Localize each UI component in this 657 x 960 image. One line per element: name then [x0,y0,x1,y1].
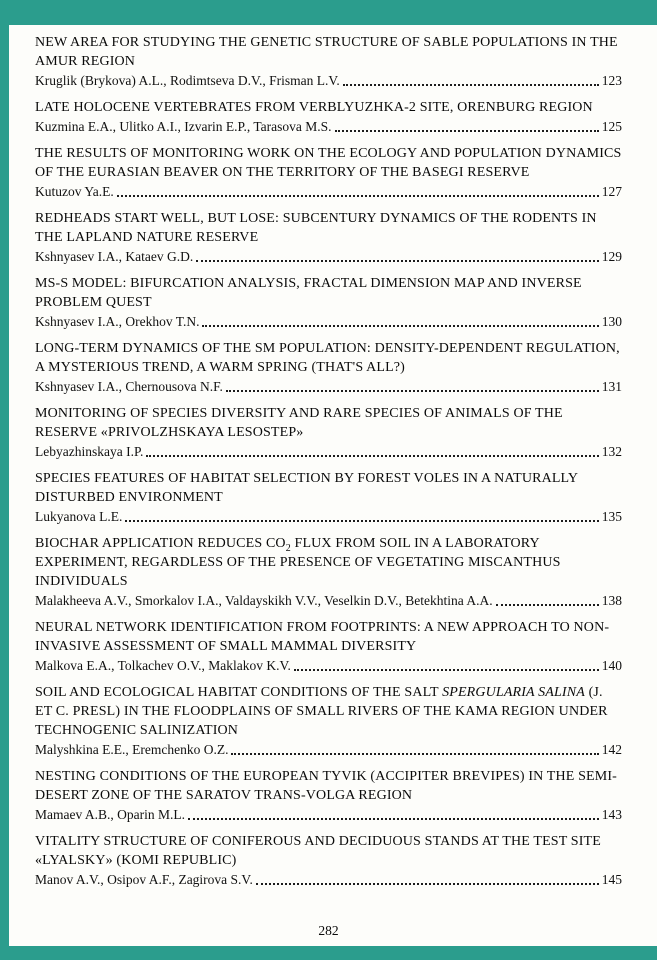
entry-author-row [35,591,622,610]
entry-page-number: 143 [601,807,622,822]
document-page [9,25,657,946]
entry-title: THE RESULTS OF MONITORING WORK ON THE ECOLOGY AND POPULATION DYNAMICS OF THE EURASIAN BEAVER ON THE TERRITORY OF THE BASEGI RESERVE [35,146,622,180]
toc-entry [35,274,622,331]
toc-entry [35,209,622,266]
entry-title: MONITORING OF SPECIES DIVERSITY AND RARE SPECIES OF ANIMALS OF THE RESERVE «PRIVOLZHSKAYA LESOSTEP» [35,406,563,440]
entry-author-row [35,247,622,266]
dotted-leader [231,753,598,755]
entry-page-number: 140 [601,658,622,673]
toc-entry [35,33,622,90]
entry-author-row [35,117,622,136]
entry-authors: Lebyazhinskaya I.P. [35,444,144,459]
entry-page-number: 127 [601,184,622,199]
toc-entry [35,339,622,396]
toc-list [35,33,622,897]
toc-entry [35,469,622,526]
entry-page-number: 132 [601,444,622,459]
dotted-leader [226,390,599,392]
entry-authors: Kutuzov Ya.E. [35,184,114,199]
dotted-leader [335,130,599,132]
entry-title: LATE HOLOCENE VERTEBRATES FROM VERBLYUZHKA-2 SITE, ORENBURG REGION [35,100,593,115]
entry-author-row [35,507,622,526]
dotted-leader [294,669,599,671]
entry-author-row [35,182,622,201]
entry-authors: Manov A.V., Osipov A.F., Zagirova S.V. [35,872,253,887]
entry-page-number: 125 [601,119,622,134]
entry-page-number: 123 [601,73,622,88]
entry-authors: Kshnyasev I.A., Chernousova N.F. [35,379,223,394]
entry-page-number: 130 [601,314,622,329]
entry-authors: Kuzmina E.A., Ulitko A.I., Izvarin E.P., Tarasova M.S. [35,119,332,134]
entry-author-row [35,870,622,889]
entry-page-number: 145 [601,872,622,887]
entry-page-number: 135 [601,509,622,524]
entry-author-row [35,377,622,396]
entry-page-number: 138 [601,593,622,608]
entry-author-row [35,740,622,759]
dotted-leader [125,520,598,522]
dotted-leader [188,818,599,820]
entry-page-number: 129 [601,249,622,264]
page-number-footer: 282 [318,923,339,938]
entry-authors: Mamaev A.B., Oparin M.L. [35,807,185,822]
entry-authors: Kshnyasev I.A., Orekhov T.N. [35,314,200,329]
entry-author-row [35,656,622,675]
dotted-leader [256,883,599,885]
dotted-leader [117,195,599,197]
dotted-leader [146,455,598,457]
toc-entry [35,534,622,610]
entry-title: LONG-TERM DYNAMICS OF THE SM POPULATION: DENSITY-DEPENDENT REGULATION, A MYSTERIOUS TREND, A WARM SPRING (THAT'S ALL?) [35,341,620,375]
toc-entry [35,832,622,889]
dotted-leader [343,84,599,86]
entry-author-row [35,71,622,90]
entry-title: VITALITY STRUCTURE OF CONIFEROUS AND DECIDUOUS STANDS AT THE TEST SITE «LYALSKY» (KOMI REPUBLIC) [35,834,601,868]
entry-title: NEW AREA FOR STUDYING THE GENETIC STRUCTURE OF SABLE POPULATIONS IN THE AMUR REGION [35,35,618,69]
toc-entry [35,683,622,759]
entry-author-row [35,442,622,461]
dotted-leader [196,260,599,262]
entry-authors: Lukyanova L.E. [35,509,123,524]
entry-page-number: 131 [601,379,622,394]
toc-entry [35,767,622,824]
entry-title: SPECIES FEATURES OF HABITAT SELECTION BY FOREST VOLES IN A NATURALLY DISTURBED ENVIRONMENT [35,471,578,505]
entry-title: MS-S MODEL: BIFURCATION ANALYSIS, FRACTAL DIMENSION MAP AND INVERSE PROBLEM QUEST [35,276,582,310]
entry-authors: Malakheeva A.V., Smorkalov I.A., Valdayskikh V.V., Veselkin D.V., Betekhtina A.A. [35,593,493,608]
entry-title: BIOCHAR APPLICATION REDUCES $CO_2$ FLUX FROM SOIL IN A LABORATORY EXPERIMENT, REGARDLESS OF THE PRESENCE OF VEGETATING MISCANTHUS INDIVIDUALS [35,536,561,589]
entry-authors: Kruglik (Brykova) A.L., Rodimtseva D.V., Frisman L.V. [35,73,340,88]
entry-page-number: 142 [601,742,622,757]
entry-authors: Kshnyasev I.A., Kataev G.D. [35,249,194,264]
entry-title: SOIL AND ECOLOGICAL HABITAT CONDITIONS OF THE SALT SPERGULARIA SALINA (J. ET C. PRESL) IN THE FLOODPLAINS OF SMALL RIVERS OF THE KAMA REGION UNDER TECHNOGENIC SALINIZATION [35,685,608,738]
entry-author-row [35,805,622,824]
toc-entry [35,404,622,461]
toc-entry [35,144,622,201]
entry-authors: Malkova E.A., Tolkachev O.V., Maklakov K.V. [35,658,291,673]
entry-title: NESTING CONDITIONS OF THE EUROPEAN TYVIK (ACCIPITER BREVIPES) IN THE SEMI-DESERT ZONE OF THE SARATOV TRANS-VOLGA REGION [35,769,617,803]
toc-entry [35,618,622,675]
dotted-leader [496,604,599,606]
entry-authors: Malyshkina E.E., Eremchenko O.Z. [35,742,229,757]
entry-author-row [35,312,622,331]
toc-entry [35,98,622,136]
entry-title: NEURAL NETWORK IDENTIFICATION FROM FOOTPRINTS: A NEW APPROACH TO NON-INVASIVE ASSESSMENT OF SMALL MAMMAL DIVERSITY [35,620,610,654]
entry-title: REDHEADS START WELL, BUT LOSE: SUBCENTURY DYNAMICS OF THE RODENTS IN THE LAPLAND NATURE RESERVE [35,211,597,245]
dotted-leader [202,325,598,327]
